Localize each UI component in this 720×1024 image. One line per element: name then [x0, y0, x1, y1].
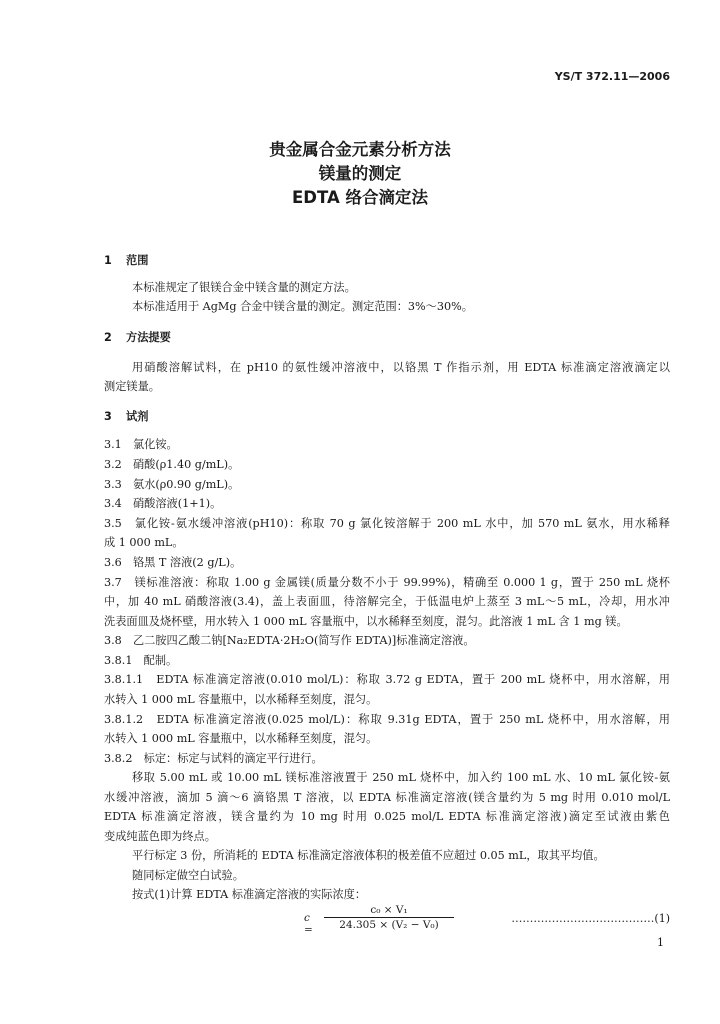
- formula-denominator: 24.305 × (V₂ − V₀): [339, 919, 439, 931]
- section-1-heading: [104, 252, 148, 268]
- paragraph-line: 变成纯蓝色即为终点。: [104, 830, 216, 843]
- paragraph-line: 用硝酸溶解试料，在 pH10 的氨性缓冲溶液中，以铬黑 T 作指示剂，用 EDTA 标准滴定溶液滴定以: [132, 361, 670, 374]
- reagent-subitem-cont: 水转入 1 000 mL 容量瓶中，以水稀释至刻度，混匀。: [104, 732, 378, 745]
- reagent-subitem: 3.8.2 标定：标定与试料的滴定平行进行。: [104, 752, 323, 765]
- equation-number: …………………………………(1): [511, 912, 670, 925]
- section-title: 范围: [126, 254, 149, 267]
- paragraph-line: 平行标定 3 份，所消耗的 EDTA 标准滴定溶液体积的极差值不应超过 0.05 mL，取其平均值。: [132, 849, 605, 862]
- reagent-item: 3.8 乙二胺四乙酸二钠[Na₂EDTA·2H₂O(简写作 EDTA)]标准滴定溶液。: [104, 634, 475, 647]
- reagent-item-cont: 成 1 000 mL。: [104, 536, 184, 549]
- paragraph: 本标准适用于 AgMg 合金中镁含量的测定。测定范围：3%～30%。: [132, 300, 473, 313]
- reagent-subitem: 3.8.1.1 EDTA 标准滴定溶液(0.010 mol/L)：称取 3.72 g EDTA，置于 200 mL 烧杯中，用水溶解，用: [104, 673, 670, 686]
- reagent-item-cont: 洗表面皿及烧杯壁，用水转入 1 000 mL 容量瓶中，以水稀释至刻度，混匀。此溶液 1 mL 含 1 mg 镁。: [104, 615, 628, 628]
- paragraph-line: 测定镁量。: [104, 380, 160, 393]
- reagent-item-cont: 中，加 40 mL 硝酸溶液(3.4)，盖上表面皿，待溶解完全，于低温电炉上蒸至 3 mL～5 mL，冷却，用水冲: [104, 595, 670, 608]
- reagent-subitem-cont: 水转入 1 000 mL 容量瓶中，以水稀释至刻度，混匀。: [104, 693, 378, 706]
- section-title: 试剂: [126, 410, 149, 423]
- paragraph-line: 水缓冲溶液，滴加 5 滴～6 滴铬黑 T 溶液，以 EDTA 标准滴定溶液(镁含量约为 5 mg 时用 0.010 mol/L: [104, 791, 670, 804]
- paragraph-line: 按式(1)计算 EDTA 标准滴定溶液的实际浓度：: [132, 888, 367, 901]
- reagent-item: 3.3 氨水(ρ0.90 g/mL)。: [104, 478, 240, 491]
- paragraph-line: EDTA 标准滴定溶液，镁含量约为 10 mg 时用 0.025 mol/L EDTA 标准滴定溶液)滴定至试液由紫色: [104, 810, 670, 823]
- document-title: [0, 138, 720, 210]
- formula-fraction: [324, 904, 454, 931]
- page-number: 1: [657, 936, 664, 949]
- reagent-item: 3.6 铬黑 T 溶液(2 g/L)。: [104, 556, 242, 569]
- reagent-item: 3.5 氯化铵-氨水缓冲溶液(pH10)：称取 70 g 氯化铵溶解于 200 mL 水中，加 570 mL 氨水，用水稀释: [104, 517, 670, 530]
- reagent-item: 3.1 氯化铵。: [104, 438, 178, 451]
- paragraph-line: 随同标定做空白试验。: [132, 869, 244, 882]
- reagent-item: 3.4 硝酸溶液(1+1)。: [104, 497, 222, 510]
- title-line-1: 贵金属合金元素分析方法: [269, 140, 451, 159]
- paragraph-line: 移取 5.00 mL 或 10.00 mL 镁标准溶液置于 250 mL 烧杯中，加入约 100 mL 水、10 mL 氯化铵-氨: [132, 771, 670, 784]
- title-line-3: EDTA 络合滴定法: [292, 188, 428, 207]
- title-line-2: 镁量的测定: [318, 164, 402, 183]
- reagent-subitem: 3.8.1 配制。: [104, 654, 178, 667]
- formula-numerator: c₀ × V₁: [324, 904, 454, 918]
- section-title: 方法提要: [126, 331, 171, 344]
- section-number: 1: [104, 254, 112, 267]
- reagent-subitem: 3.8.1.2 EDTA 标准滴定溶液(0.025 mol/L)：称取 9.31g EDTA，置于 250 mL 烧杯中，用水溶解，用: [104, 713, 670, 726]
- section-number: 2: [104, 331, 112, 344]
- formula-lhs: c =: [304, 912, 313, 936]
- standard-code: YS/T 372.11—2006: [554, 70, 670, 83]
- section-2-heading: [104, 329, 171, 345]
- section-number: 3: [104, 410, 112, 423]
- reagent-item: 3.7 镁标准溶液：称取 1.00 g 金属镁(质量分数不小于 99.99%)，精确至 0.000 1 g，置于 250 mL 烧杯: [104, 576, 670, 589]
- reagent-item: 3.2 硝酸(ρ1.40 g/mL)。: [104, 458, 240, 471]
- paragraph: 本标准规定了银镁合金中镁含量的测定方法。: [132, 281, 356, 294]
- section-3-heading: [104, 408, 148, 424]
